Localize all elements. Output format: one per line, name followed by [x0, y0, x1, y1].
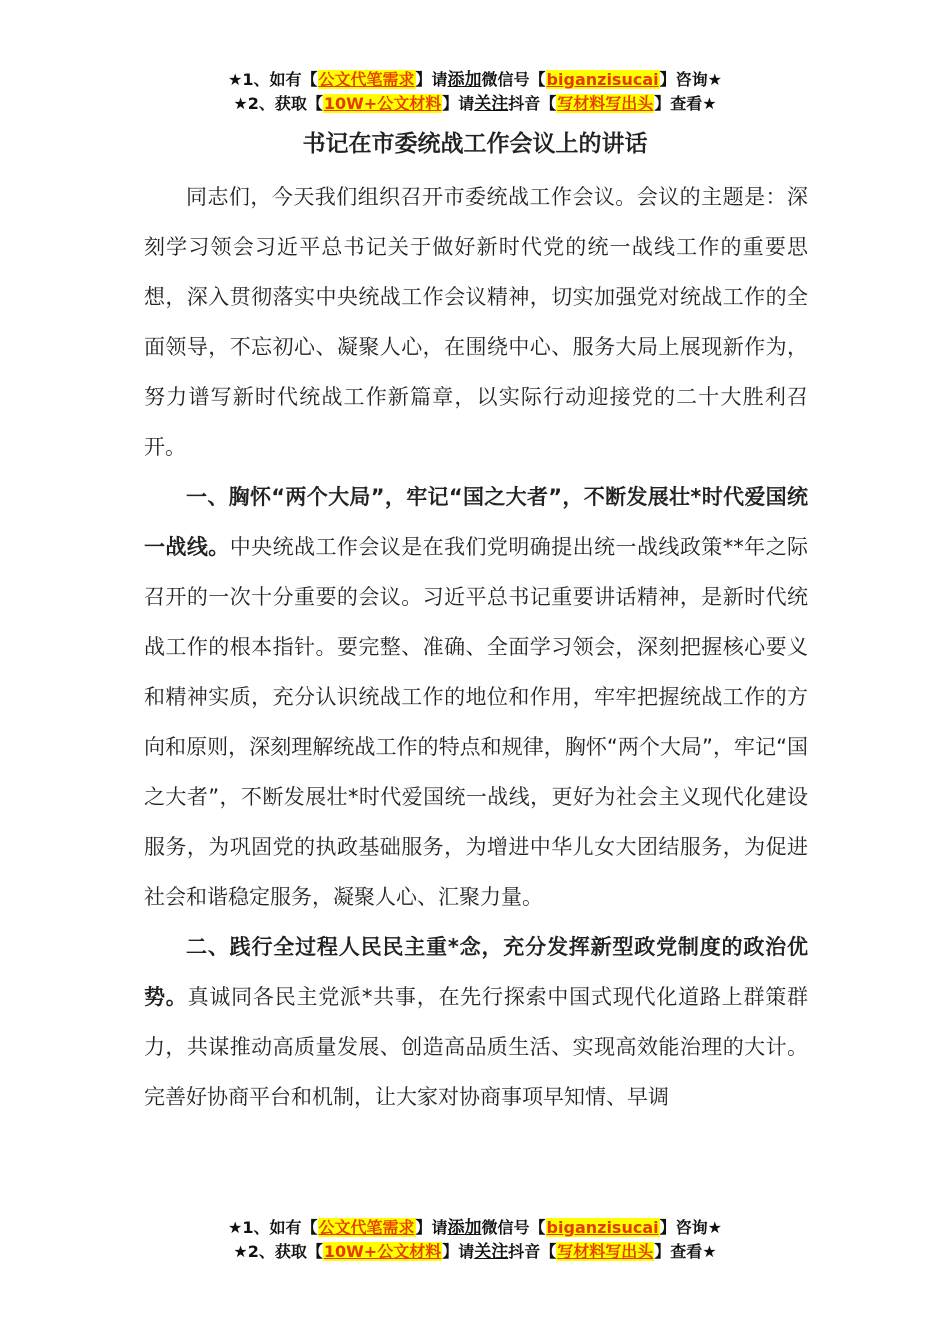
promo-line2-prefix: ★2、获取【: [233, 94, 323, 113]
promo-highlight-writing-service-bottom: 公文代笔需求: [318, 1218, 415, 1237]
document-title: 书记在市委统战工作会议上的讲话: [302, 131, 648, 157]
promo-line-1: [0, 68, 950, 92]
promo-line1-suffix-bottom: 】咨询★: [659, 1218, 722, 1237]
promo-line2-suffix: 】查看★: [654, 94, 717, 113]
promo-line2-emphasis-bottom: 关注: [474, 1242, 509, 1262]
document-body: [144, 172, 808, 1122]
promo-banner-bottom: [0, 1216, 950, 1264]
promo-highlight-writing-service: 公文代笔需求: [318, 70, 415, 89]
promo-line2-prefix-bottom: ★2、获取【: [233, 1242, 323, 1261]
paragraph-intro: [144, 172, 808, 472]
paragraph-section-1: [144, 472, 808, 922]
promo-line-2: [0, 92, 950, 116]
promo-line1-suffix: 】咨询★: [659, 70, 722, 89]
promo-line1-prefix: ★1、如有【: [228, 70, 318, 89]
promo-line1-emphasis: 添加: [447, 70, 482, 90]
promo-douyin-account: 写材料写出头: [557, 94, 654, 113]
promo-line2-mid2: 抖音【: [508, 94, 557, 113]
section-2-text: 真诚同各民主党派*共事，在先行探索中国式现代化道路上群策群力，共谋推动高质量发展、创造高品质生活、实现高效能治理的大计。完善好协商平台和机制，让大家对协商事项早知情、早调: [144, 985, 809, 1109]
promo-line2-mid1: 】请: [442, 94, 475, 113]
section-2-heading: 二、践行全过程人民民主重*念，充分发挥新型政党制度的政治优势。: [144, 935, 808, 1009]
promo-line1-prefix-bottom: ★1、如有【: [228, 1218, 318, 1237]
promo-line2-suffix-bottom: 】查看★: [654, 1242, 717, 1261]
paragraph-section-2: [144, 922, 808, 1122]
promo-line1-mid1-bottom: 】请: [415, 1218, 448, 1237]
promo-wechat-id: biganzisucai: [546, 70, 659, 89]
promo-highlight-materials-bottom: 10W+公文材料: [323, 1242, 442, 1261]
promo-line1-mid2: 微信号【: [481, 70, 546, 89]
promo-line-1-bottom: [0, 1216, 950, 1240]
promo-banner-top: [0, 68, 950, 116]
promo-line2-mid2-bottom: 抖音【: [508, 1242, 557, 1261]
promo-line-2-bottom: [0, 1240, 950, 1264]
promo-line1-mid2-bottom: 微信号【: [481, 1218, 546, 1237]
promo-douyin-account-bottom: 写材料写出头: [557, 1242, 654, 1261]
promo-line2-emphasis: 关注: [474, 94, 509, 114]
promo-wechat-id-bottom: biganzisucai: [546, 1218, 659, 1237]
section-1-text: 中央统战工作会议是在我们党明确提出统一战线政策**年之际召开的一次十分重要的会议。习近平总书记重要讲话精神，是新时代统战工作的根本指针。要完整、准确、全面学习领会，深刻把握核心要义和精神实质，充分认识统战工作的地位和作用，牢牢把握统战工作的方向和原则，深刻理解统战工作的特点和规律，胸怀“两个大局”，牢记“国之大者”，不断发展壮*时代爱国统一战线，更好为社会主义现代化建设服务，为巩固党的执政基础服务，为增进中华儿女大团结服务，为促进社会和谐稳定服务，凝聚人心、汇聚力量。: [144, 535, 808, 909]
promo-line1-mid1: 】请: [415, 70, 448, 89]
promo-highlight-materials: 10W+公文材料: [323, 94, 442, 113]
section-1-heading: 一、胸怀“两个大局”，牢记“国之大者”，不断发展壮*时代爱国统一战线。: [144, 485, 808, 559]
promo-line2-mid1-bottom: 】请: [442, 1242, 475, 1261]
promo-line1-emphasis-bottom: 添加: [447, 1218, 482, 1238]
paragraph-intro-text: 同志们，今天我们组织召开市委统战工作会议。会议的主题是：深刻学习领会习近平总书记关于做好新时代党的统一战线工作的重要思想，深入贯彻落实中央统战工作会议精神，切实加强党对统战工作的全面领导，不忘初心、凝聚人心，在围绕中心、服务大局上展现新作为，努力谱写新时代统战工作新篇章，以实际行动迎接党的二十大胜利召开。: [144, 185, 808, 459]
